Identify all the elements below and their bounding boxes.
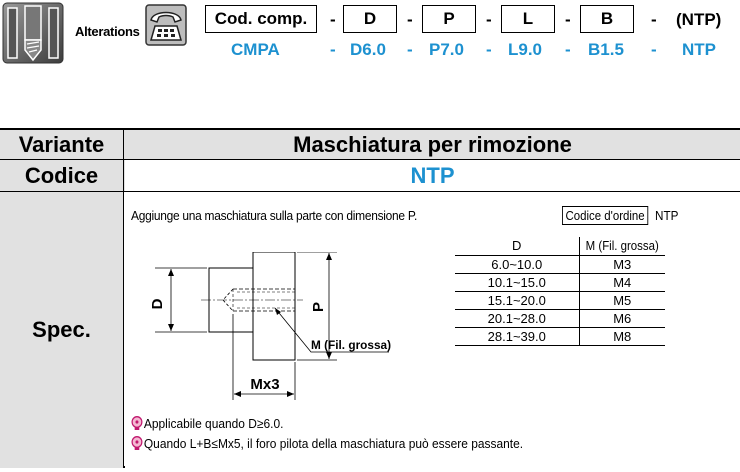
- spec-content: [125, 192, 740, 468]
- code-box-p: P: [422, 5, 476, 33]
- code-separator: -: [486, 10, 492, 29]
- alterations-label: Alterations: [75, 24, 140, 39]
- dim-cell-d: 10.1~15.0: [455, 273, 579, 291]
- dim-cell-m: M4: [579, 273, 665, 291]
- phone-icon: [145, 4, 187, 46]
- drawing-label-d: D: [149, 298, 166, 310]
- example-b: B1.5: [588, 40, 624, 59]
- example-l: L9.0: [508, 40, 543, 59]
- spec-table: [0, 128, 740, 468]
- example-separator: -: [651, 40, 657, 59]
- note-item: [131, 416, 283, 431]
- example-separator: -: [565, 40, 571, 59]
- dim-cell-d: 20.1~28.0: [455, 309, 579, 327]
- table-row: [455, 255, 665, 273]
- code-separator: -: [407, 10, 413, 29]
- example-d: D6.0: [350, 40, 386, 59]
- dim-cell-m: M6: [579, 309, 665, 327]
- dim-cell-m: M8: [579, 327, 665, 345]
- table-row: [455, 291, 665, 309]
- codice-value: NTP: [125, 160, 740, 191]
- code-box-b: B: [580, 5, 634, 33]
- table-row: [455, 309, 665, 327]
- code-box-l: L: [501, 5, 555, 33]
- example-component: CMPA: [231, 40, 280, 59]
- note-item: [131, 436, 523, 451]
- code-box-d: D: [343, 5, 397, 33]
- table-row: [455, 327, 665, 345]
- spec-row: [0, 192, 740, 468]
- table-row: [455, 273, 665, 291]
- dim-cell-m: M5: [579, 291, 665, 309]
- codice-row: [0, 160, 740, 192]
- spec-description: Aggiunge una maschiatura sulla parte con dimensione P.: [131, 208, 418, 223]
- order-code-value: NTP: [655, 208, 679, 223]
- tap-tool-logo-icon: [2, 2, 64, 64]
- codice-label: Codice: [0, 160, 124, 191]
- note-text: Applicabile quando D≥6.0.: [143, 416, 284, 431]
- code-box-component: Cod. comp.: [205, 5, 317, 33]
- example-separator: -: [486, 40, 492, 59]
- spec-label: Spec.: [0, 192, 124, 468]
- order-code-label: Codice d'ordine: [562, 206, 648, 225]
- drawing-label-mx3: Mx3: [250, 376, 280, 393]
- code-separator: -: [330, 10, 336, 29]
- variante-value: Maschiatura per rimozione: [293, 131, 572, 157]
- dim-header-d: D: [455, 237, 579, 255]
- lightbulb-icon: [131, 416, 143, 431]
- code-suffix: (NTP): [676, 10, 722, 29]
- drawing-label-p: P: [310, 301, 327, 313]
- example-separator: -: [407, 40, 413, 59]
- example-separator: -: [330, 40, 336, 59]
- dim-cell-d: 6.0~10.0: [455, 255, 579, 273]
- tap-drawing: [125, 252, 455, 404]
- dimension-table-header: [455, 237, 665, 255]
- code-separator: -: [651, 10, 657, 29]
- dim-header-m: M (Fil. grossa): [585, 238, 659, 254]
- code-separator: -: [565, 10, 571, 29]
- variante-row: [0, 130, 740, 160]
- drawing-label-m: M (Fil. grossa): [311, 338, 391, 352]
- dim-cell-m: M3: [579, 255, 665, 273]
- dim-cell-d: 15.1~20.0: [455, 291, 579, 309]
- note-text: Quando L+B≤Mx5, il foro pilota della maschiatura può essere passante.: [143, 436, 524, 451]
- variante-label: Variante: [0, 130, 124, 159]
- dim-cell-d: 28.1~39.0: [455, 327, 579, 345]
- example-p: P7.0: [429, 40, 464, 59]
- lightbulb-icon: [131, 436, 143, 451]
- example-ntp: NTP: [682, 40, 716, 59]
- dimension-table: [455, 237, 665, 346]
